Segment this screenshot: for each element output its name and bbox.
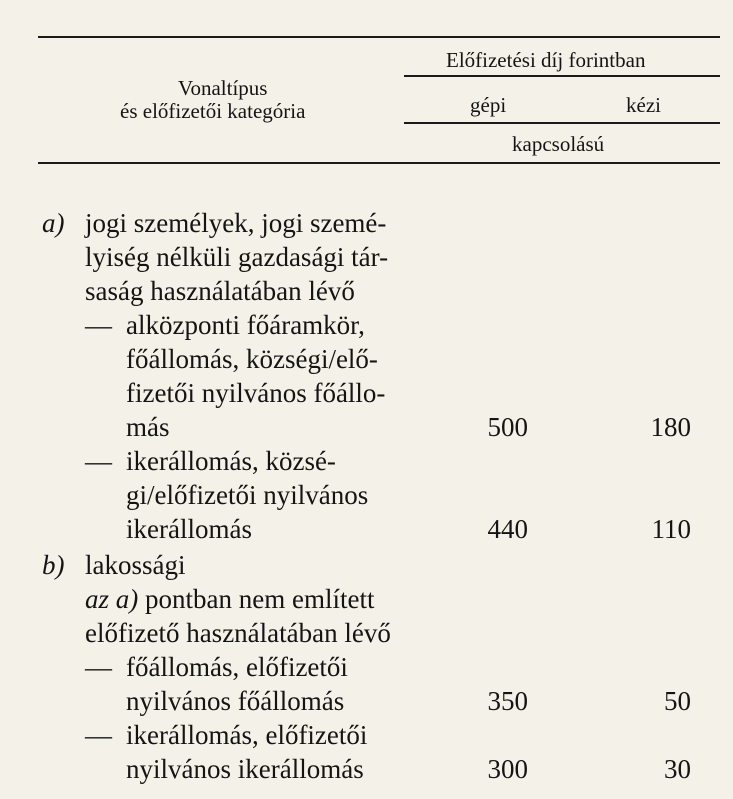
top-rule	[38, 36, 720, 38]
fee-machine: 300	[487, 754, 528, 784]
item-line: főállomás, előfizetői	[126, 652, 348, 682]
item-line: gi/előfizetői nyilvános	[126, 480, 369, 510]
fee-subheader-rule	[404, 75, 720, 77]
item-line: nyilvános ikerállomás	[126, 754, 364, 784]
fee-machine: 440	[487, 514, 528, 544]
dash: —	[85, 446, 112, 476]
dash: —	[85, 720, 112, 750]
section-a-line: jogi személyek, jogi szemé-	[85, 208, 387, 238]
header-col1-line2: és előfizetői kategória	[120, 99, 306, 123]
item-line: fizetői nyilvános főállo-	[126, 378, 386, 408]
item-line: főállomás, községi/elő-	[126, 344, 378, 374]
section-b-marker: b)	[42, 550, 65, 580]
machine-manual-rule	[404, 122, 720, 124]
section-a-line: lyiség nélküli gazdasági tár-	[85, 242, 389, 272]
section-b-line	[85, 586, 374, 613]
fee-manual: 50	[664, 686, 691, 716]
fee-manual: 30	[664, 754, 691, 784]
section-b-line-rest: pontban nem említett	[138, 584, 375, 614]
item-line: nyilvános főállomás	[126, 686, 345, 716]
section-ref: az a)	[85, 584, 139, 614]
dash: —	[85, 652, 112, 682]
header-bottom-rule	[38, 162, 720, 164]
section-a-marker: a)	[42, 208, 65, 238]
item-line: ikerállomás, közsé-	[126, 446, 336, 476]
header-switched: kapcsolású	[512, 132, 605, 156]
section-b-line: lakossági	[85, 550, 186, 580]
header-fee-title: Előfizetési díj forintban	[446, 48, 646, 72]
header-col1-line1: Vonaltípus	[178, 76, 268, 100]
item-line: ikerállomás	[126, 514, 252, 544]
item-line: más	[126, 412, 170, 442]
fee-machine: 350	[487, 686, 528, 716]
section-a-line: saság használatában lévő	[85, 276, 355, 306]
section-b-line: előfizető használatában lévő	[85, 618, 391, 648]
item-line: ikerállomás, előfizetői	[126, 720, 368, 750]
fee-machine: 500	[487, 412, 528, 442]
dash: —	[85, 310, 112, 340]
item-line: alközponti főáramkör,	[126, 310, 365, 340]
fee-manual: 110	[651, 514, 691, 544]
header-manual: kézi	[626, 93, 661, 117]
header-machine: gépi	[470, 93, 507, 117]
fee-manual: 180	[650, 412, 691, 442]
